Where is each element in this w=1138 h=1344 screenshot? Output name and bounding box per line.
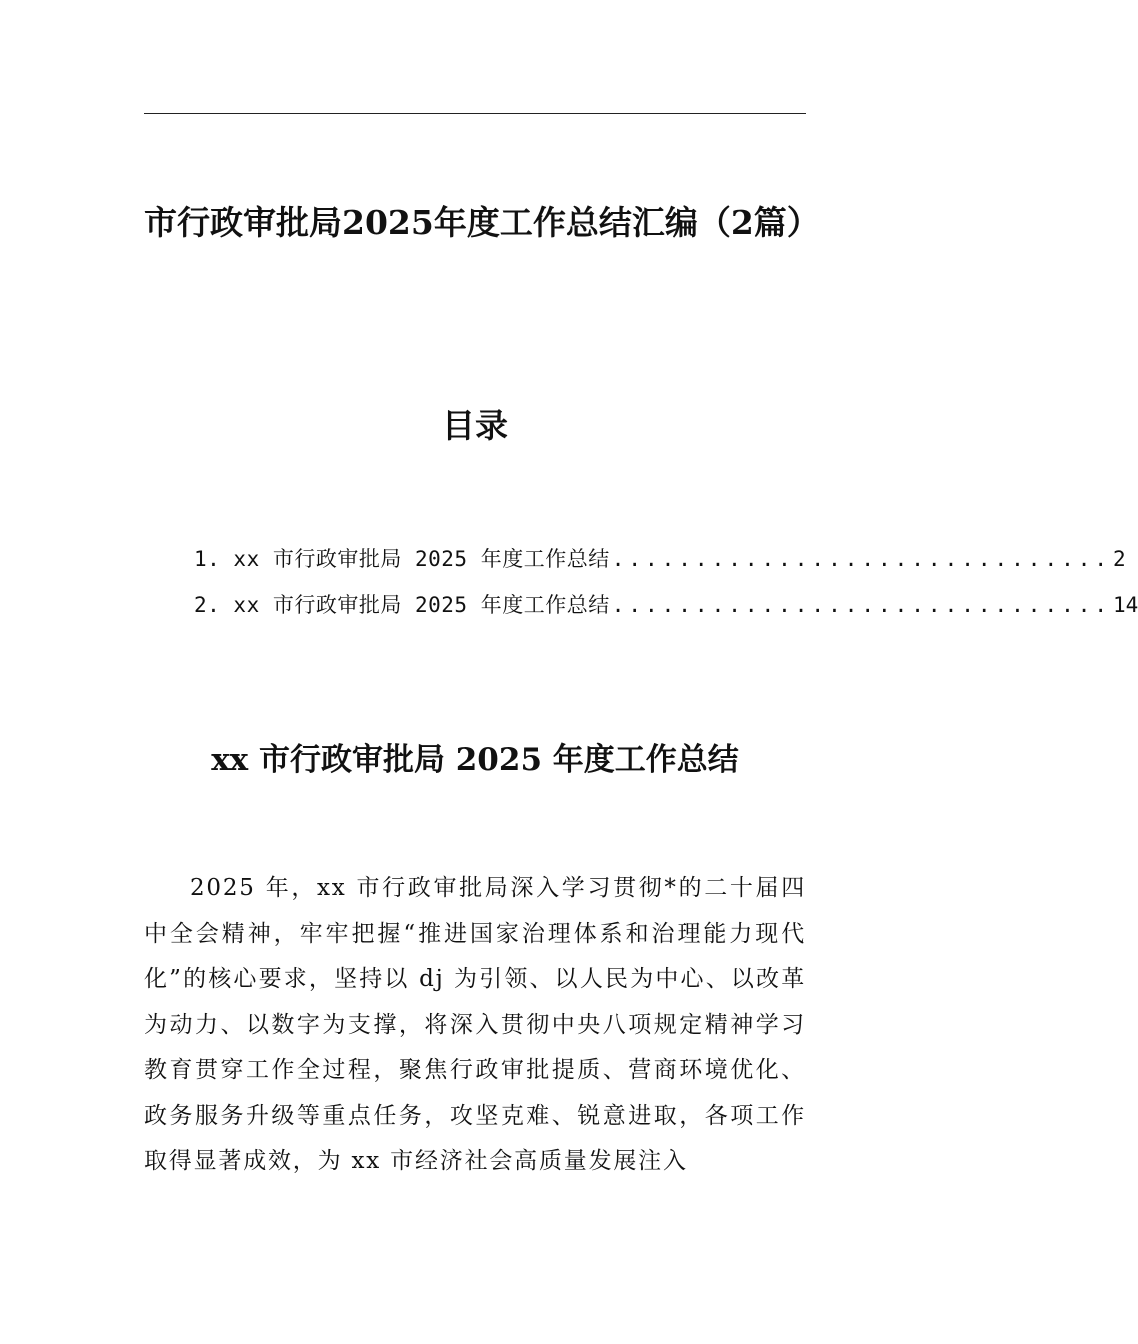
toc-leader-dots: .............................. bbox=[611, 593, 1112, 617]
body-paragraph: 2025 年，xx 市行政审批局深入学习贯彻*的二十届四中全会精神，牢牢把握“推进国家治理体系和治理能力现代化”的核心要求，坚持以 dj 为引领、以人民为中心、以改革为动力、以数字为支撑，将深入贯彻中央八项规定精神学习教育贯穿工作全过程，聚焦行政审批提质、营商环境优化、政务服务升级等重点任务，攻坚克难、锐意进取，各项工作取得显著成效，为 xx 市经济社会高质量发展注入 bbox=[144, 875, 806, 1174]
toc-entry-label: 1. xx 市行政审批局 2025 年度工作总结 bbox=[194, 547, 610, 571]
toc-entry-page: 14 bbox=[1113, 593, 1138, 617]
toc-leader-dots: .............................. bbox=[611, 547, 1112, 571]
toc-entry-page: 2 bbox=[1113, 547, 1126, 571]
document-title: 市行政审批局2025年度工作总结汇编（2篇） bbox=[144, 203, 820, 242]
toc-entry[interactable] bbox=[194, 536, 1126, 582]
section-title: xx 市行政审批局 2025 年度工作总结 bbox=[211, 742, 739, 778]
toc-heading: 目录 bbox=[442, 406, 508, 445]
table-of-contents bbox=[194, 536, 1138, 628]
toc-entry[interactable] bbox=[194, 582, 1138, 628]
toc-entry-label: 2. xx 市行政审批局 2025 年度工作总结 bbox=[194, 593, 610, 617]
header-rule bbox=[144, 113, 806, 114]
